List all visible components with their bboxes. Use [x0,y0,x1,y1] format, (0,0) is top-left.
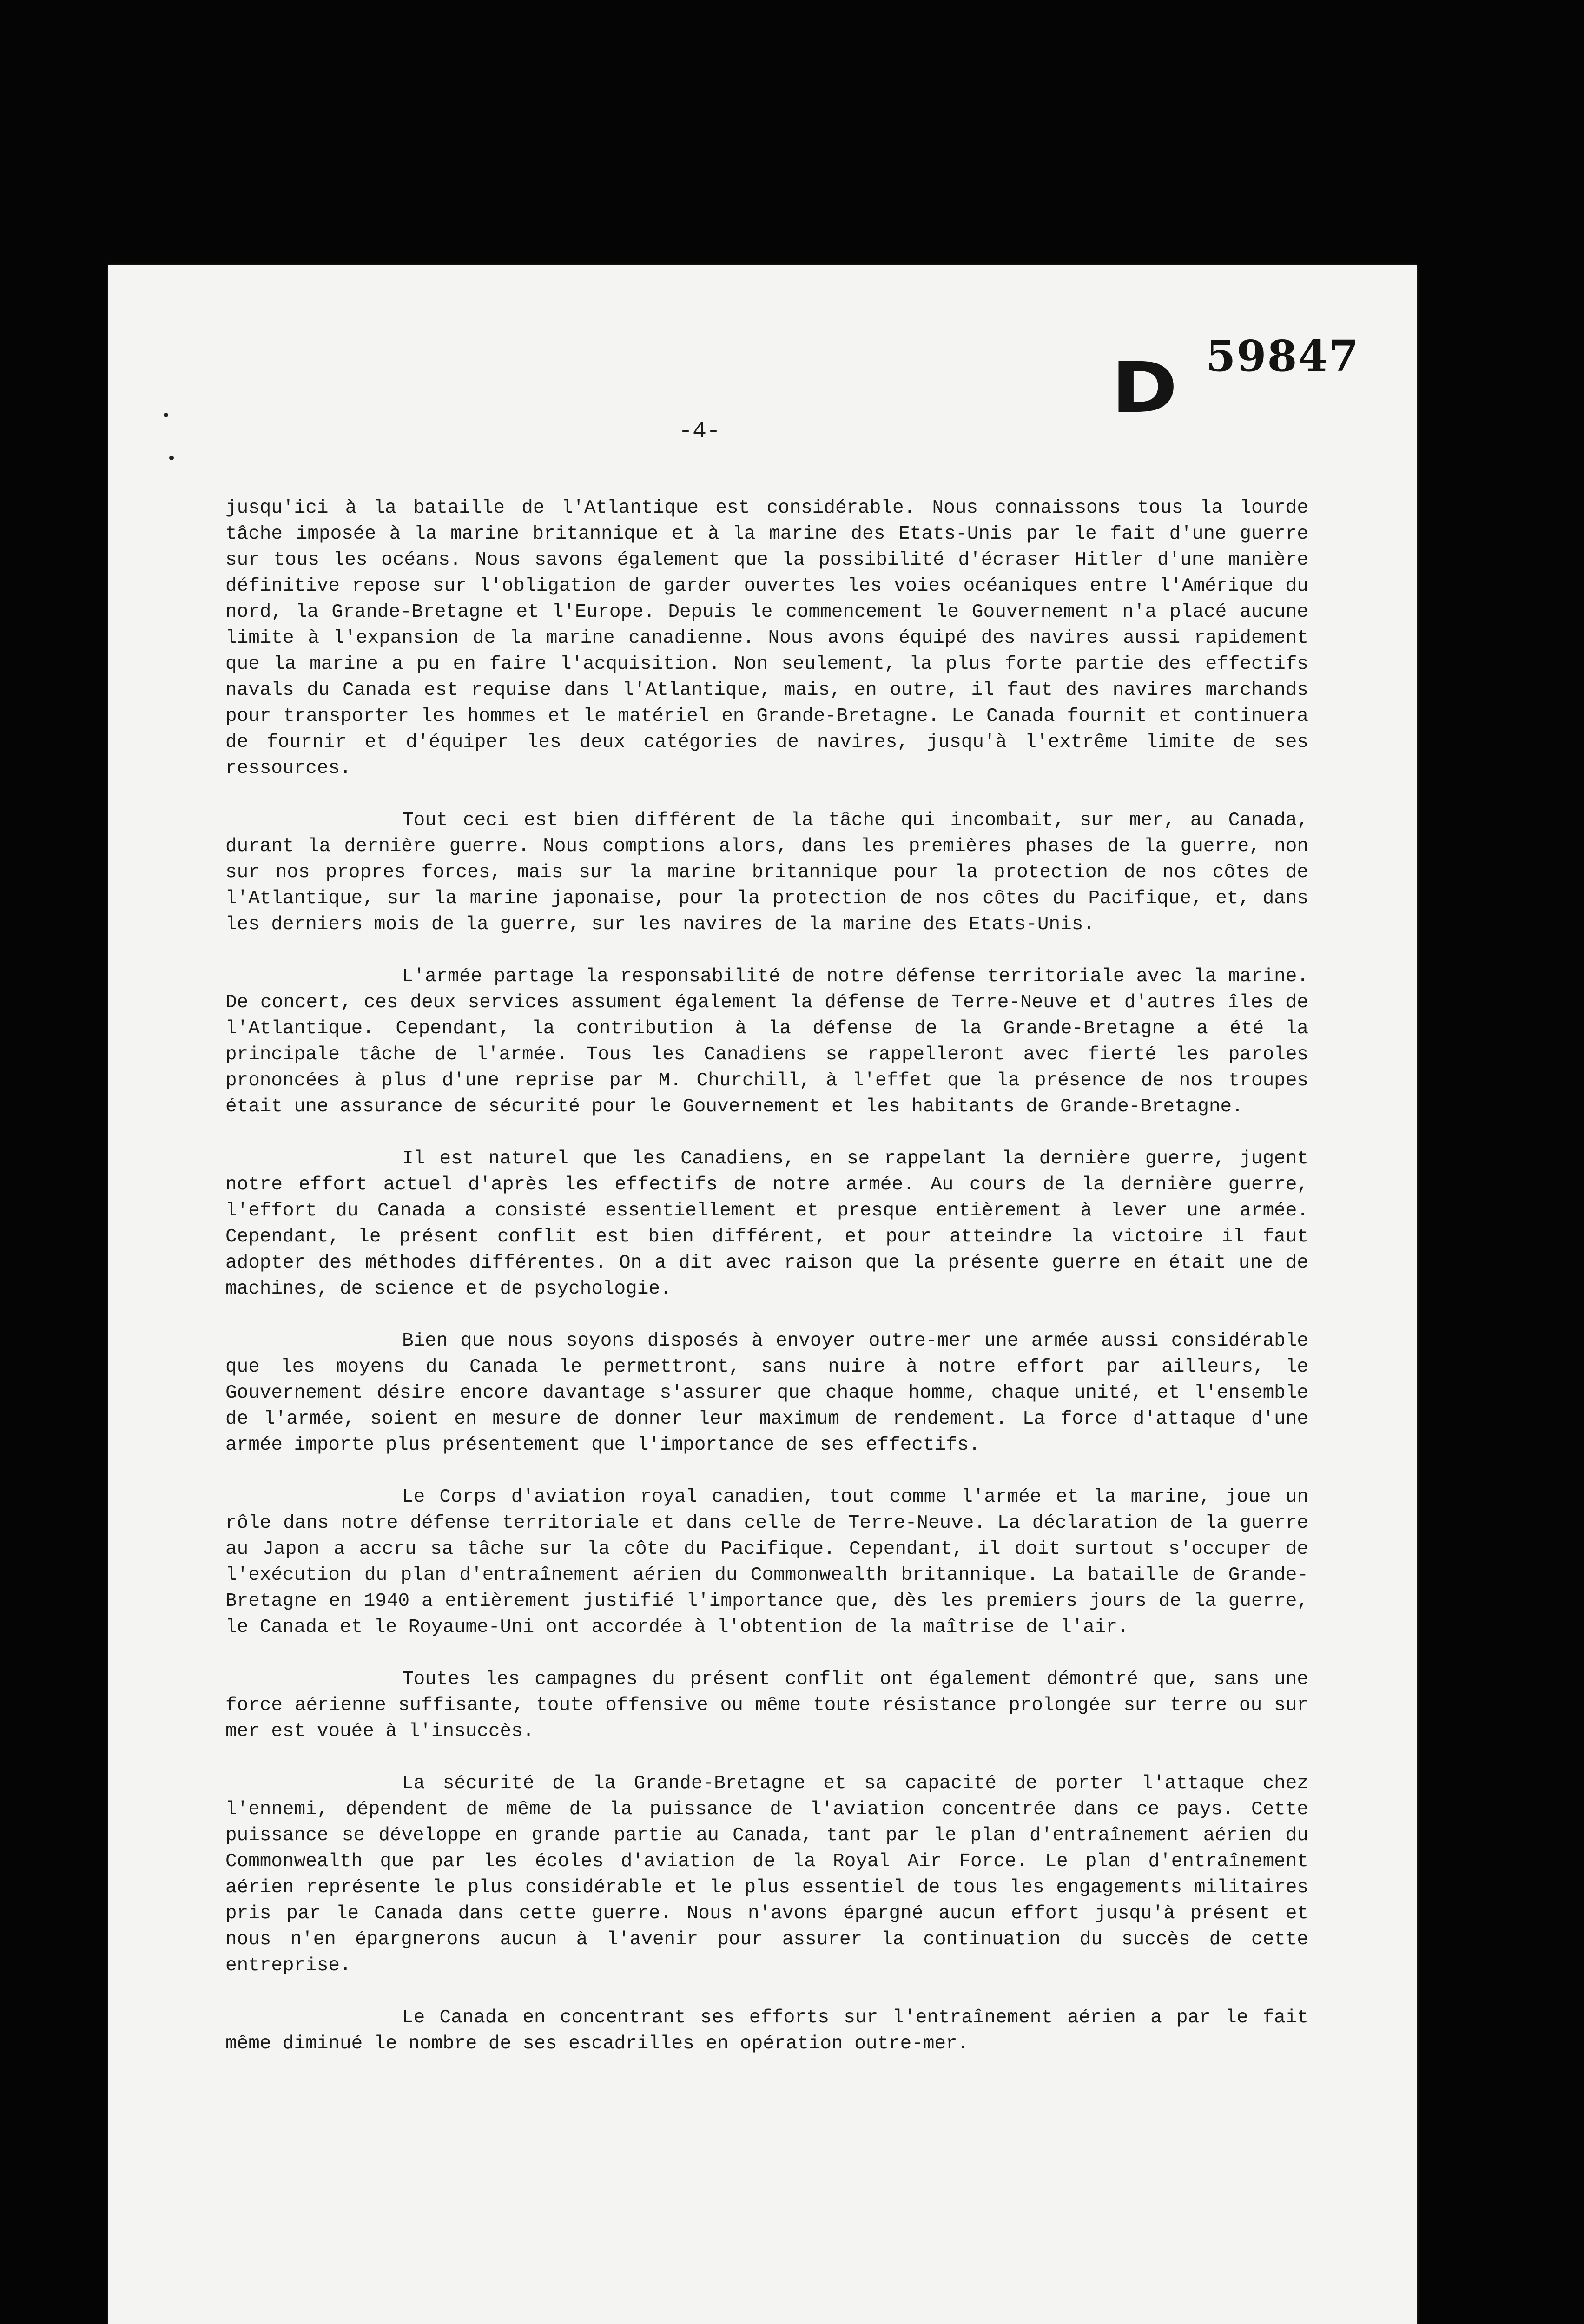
paragraph: Il est naturel que les Canadiens, en se rappelant la dernière guerre, jugent notre effort actuel d'après les effectifs de notre armée. Au cours de la dernière guerre, l'effort du Canada a consisté essentiellement et presque entièrement à lever une armée. Cependant, le présent conflit est bien différent, et pour atteindre la victoire il faut adopter des méthodes différentes. On a dit avec raison que la présente guerre en était une de machines, de science et de psychologie. [225,1148,1308,1300]
archive-stamp [1111,331,1360,429]
paragraph: Le Corps d'aviation royal canadien, tout comme l'armée et la marine, joue un rôle dans notre défense territoriale et dans celle de Terre-Neuve. La déclaration de la guerre au Japon a accru sa tâche sur la côte du Pacifique. Cependant, il doit surtout s'occuper de l'exécution du plan d'entraînement aérien du Commonwealth britannique. La bataille de Grande-Bretagne en 1940 a entièrement justifié l'importance que, dès les premiers jours de la guerre, le Canada et le Royaume-Uni ont accordée à l'obtention de la maîtrise de l'air. [225,1486,1308,1638]
paragraph: jusqu'ici à la bataille de l'Atlantique est considérable. Nous connaissons tous la lourde tâche imposée à la marine britannique et à la marine des Etats-Unis par le fait d'une guerre sur tous les océans. Nous savons également que la possibilité d'écraser Hitler d'une manière définitive repose sur l'obligation de garder ouvertes les voies océaniques entre l'Amérique du nord, la Grande-Bretagne et l'Europe. Depuis le commencement le Gouvernement n'a placé aucune limite à l'expansion de la marine canadienne. Nous avons équipé des navires aussi rapidement que la marine a pu en faire l'acquisition. Non seulement, la plus forte partie des effectifs navals du Canada est requise dans l'Atlantique, mais, en outre, il faut des navires marchands pour transporter les hommes et le matériel en Grande-Bretagne. Le Canada fournit et continuera de fournir et d'équiper les deux catégories de navires, jusqu'à l'extrême limite de ses ressources. [225,497,1308,779]
page-number: -4- [679,418,721,445]
margin-mark [169,456,174,460]
archive-number: 59847 [1206,331,1360,381]
paragraph: Bien que nous soyons disposés à envoyer outre-mer une armée aussi considérable que les moyens du Canada le permettront, sans nuire à notre effort par ailleurs, le Gouvernement désire encore davantage s'assurer que chaque homme, chaque unité, et l'ensemble de l'armée, soient en mesure de donner leur maximum de rendement. La force d'attaque d'une armée importe plus présentement que l'importance de ses effectifs. [225,1330,1308,1456]
margin-mark [164,413,168,417]
paragraph: Tout ceci est bien différent de la tâche qui incombait, sur mer, au Canada, durant la dernière guerre. Nous comptions alors, dans les premières phases de la guerre, non sur nos propres forces, mais sur la marine britannique pour la protection de nos côtes de l'Atlantique, sur la marine japonaise, pour la protection de nos côtes du Pacifique, et, dans les derniers mois de la guerre, sur les navires de la marine des Etats-Unis. [225,810,1308,935]
paragraph: L'armée partage la responsabilité de notre défense territoriale avec la marine. De concert, ces deux services assument également la défense de Terre-Neuve et d'autres îles de l'Atlantique. Cependant, la contribution à la défense de la Grande-Bretagne a été la principale tâche de l'armée. Tous les Canadiens se rappelleront avec fierté les paroles prononcées à plus d'une reprise par M. Churchill, à l'effet que la présence de nos troupes était une assurance de sécurité pour le Gouvernement et les habitants de Grande-Bretagne. [225,966,1308,1117]
paragraph: Le Canada en concentrant ses efforts sur l'entraînement aérien a par le fait même diminué le nombre de ses escadrilles en opération outre-mer. [225,2007,1308,2054]
paragraph: Toutes les campagnes du présent conflit ont également démontré que, sans une force aérienne suffisante, toute offensive ou même toute résistance prolongée sur terre ou sur mer est vouée à l'insuccès. [225,1669,1308,1742]
document-body [225,495,1308,2057]
archive-letter: D [1111,348,1178,429]
paragraph: La sécurité de la Grande-Bretagne et sa capacité de porter l'attaque chez l'ennemi, dépendent de même de la puissance de l'aviation concentrée dans ce pays. Cette puissance se développe en grande partie au Canada, tant par le plan d'entraînement aérien du Commonwealth que par les écoles d'aviation de la Royal Air Force. Le plan d'entraînement aérien représente le plus considérable et le plus essentiel de tous les engagements militaires pris par le Canada dans cette guerre. Nous n'avons épargné aucun effort jusqu'à présent et nous n'en épargnerons aucun à l'avenir pour assurer la continuation du succès de cette entreprise. [225,1773,1308,1976]
